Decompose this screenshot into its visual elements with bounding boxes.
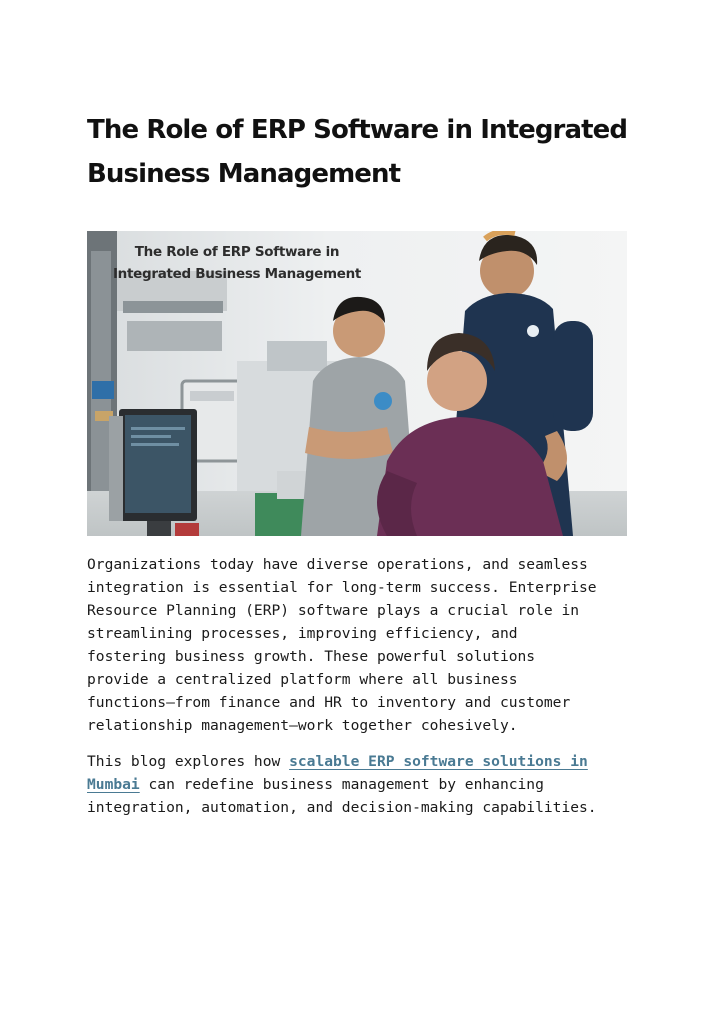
title-line-2: Business Management: [87, 159, 401, 189]
erp-solutions-link-part-1[interactable]: scalable ERP software solutions in: [289, 753, 588, 770]
hero-caption-line-2: Integrated Business Management: [112, 266, 362, 282]
hero-image: [87, 231, 627, 536]
paragraph-line: relationship management—work together cohesively.: [87, 717, 518, 734]
paragraph-text: integration, automation, and decision-making capabilities.: [87, 799, 597, 816]
blog-explores-paragraph: [87, 750, 647, 819]
erp-solutions-link-part-2[interactable]: Mumbai: [87, 776, 140, 793]
paragraph-line: fostering business growth. These powerful solutions: [87, 648, 536, 665]
paragraph-line: provide a centralized platform where all business: [87, 671, 518, 688]
hero-caption-line-1: The Role of ERP Software in: [134, 244, 340, 260]
paragraph-text: This blog explores how: [87, 753, 290, 770]
paragraph-line: Resource Planning (ERP) software plays a crucial role in: [87, 602, 580, 619]
paragraph-line: integration is essential for long-term success. Enterprise: [87, 579, 597, 596]
paragraph-line: functions—from finance and HR to inventory and customer: [87, 694, 571, 711]
hero-caption: [87, 241, 387, 285]
intro-paragraph: [87, 553, 647, 737]
paragraph-text: can redefine business management by enhancing: [139, 776, 544, 793]
title-line-1: The Role of ERP Software in Integrated: [87, 115, 628, 145]
paragraph-line: Organizations today have diverse operations, and seamless: [87, 556, 588, 573]
paragraph-line: streamlining processes, improving efficiency, and: [87, 625, 518, 642]
page-title: [87, 108, 647, 196]
